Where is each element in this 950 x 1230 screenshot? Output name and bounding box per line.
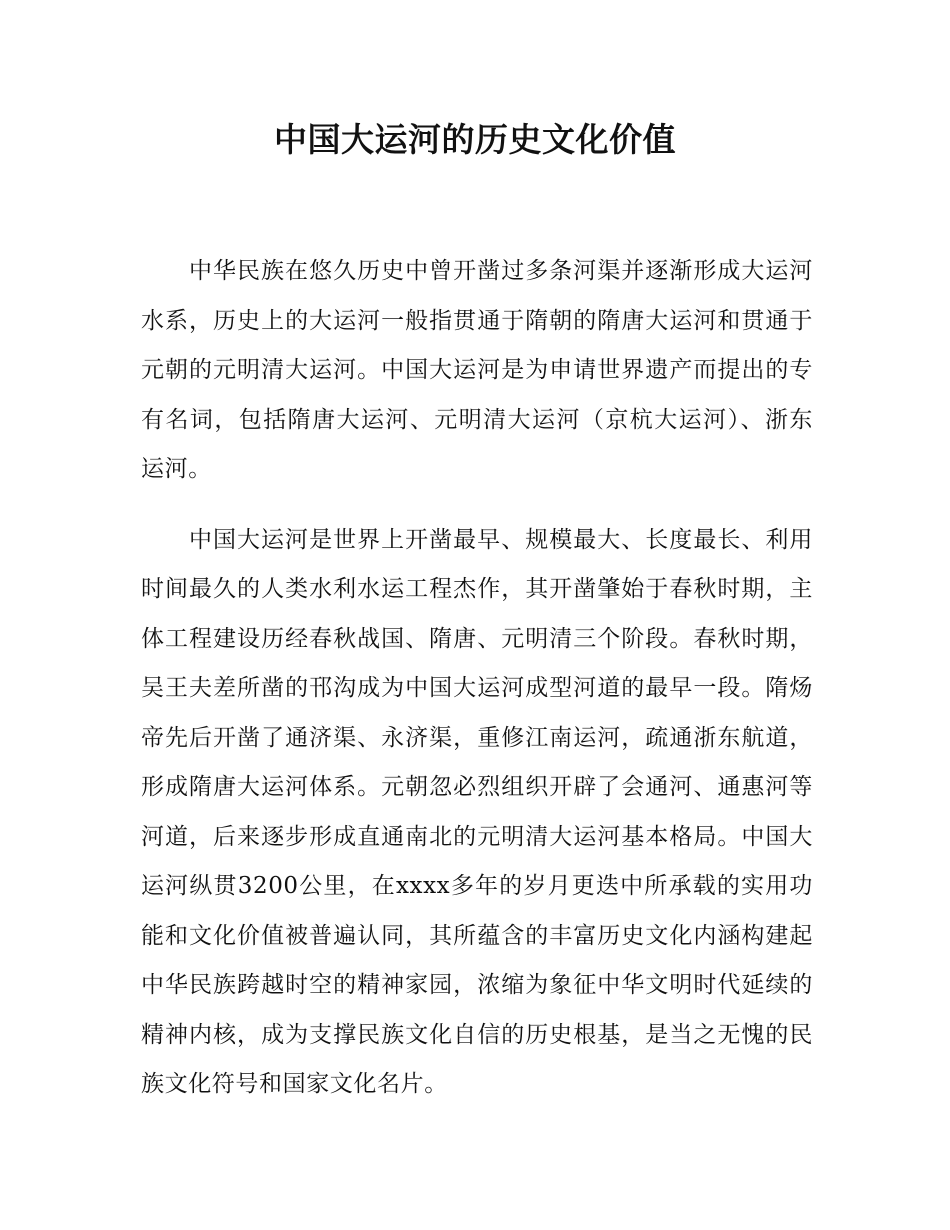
document-body (141, 247, 813, 1131)
paragraph-1: 中华民族在悠久历史中曾开凿过多条河渠并逐渐形成大运河水系，历史上的大运河一般指贯通于隋朝的隋唐大运河和贯通于元朝的元明清大运河。中国大运河是为申请世界遗产而提出的专有名词，包括隋唐大运河、元明清大运河（京杭大运河）、浙东运河。 (141, 258, 813, 482)
document-title: 中国大运河的历史文化价值 (274, 120, 676, 159)
paragraph-2: 中国大运河是世界上开凿最早、规模最大、长度最长、利用时间最久的人类水利水运工程杰作，其开凿肇始于春秋时期，主体工程建设历经春秋战国、隋唐、元明清三个阶段。春秋时期，吴王夫差所凿的邗沟成为中国大运河成型河道的最早一段。隋炀帝先后开凿了通济渠、永济渠，重修江南运河，疏通浙东航道，形成隋唐大运河体系。元朝忽必烈组织开辟了会通河、通惠河等河道，后来逐步形成直通南北的元明清大运河基本格局。中国大运河纵贯3200公里，在xxxx多年的岁月更迭中所承载的实用功能和文化价值被普遍认同，其所蕴含的丰富历史文化内涵构建起中华民族跨越时空的精神家园，浓缩为象征中华文明时代延续的精神内核，成为支撑民族文化自信的历史根基，是当之无愧的民族文化符号和国家文化名片。 (141, 526, 813, 1097)
